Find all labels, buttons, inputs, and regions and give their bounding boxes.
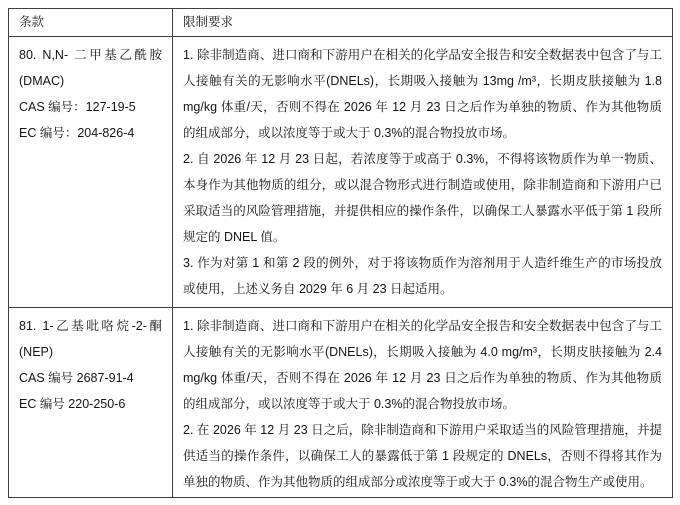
- substance-name-80: 80. N,N- 二甲基乙酰胺: [19, 48, 162, 62]
- requirement-paragraph-1: 1. 除非制造商、进口商和下游用户在相关的化学品安全报告和安全数据表中包含了与工人接触有关的无影响水平(DNELs)，长期吸入接触为 13mg /m³，长期皮肤接触为 1.8 mg/kg 体重/天，否则不得在 2026 年 12 月 23 日之后作为单独的物质、作为其他物质的组成部分，或以浓度等于或大于 0.3%的混合物投放市场。: [183, 48, 662, 140]
- requirement-cell-80: [173, 37, 673, 308]
- ec-number-80: EC 编号：204-826-4: [19, 126, 135, 140]
- header-clause: 条款: [9, 9, 173, 37]
- clause-cell-80: [9, 37, 173, 308]
- clause-cell-81: [9, 308, 173, 498]
- cas-number-80: CAS 编号：127-19-5: [19, 100, 136, 114]
- substance-abbreviation-81: (NEP): [19, 345, 54, 359]
- requirement-paragraph-3: 3. 作为对第 1 和第 2 段的例外，对于将该物质作为溶剂用于人造纤维生产的市场投放或使用，上述义务自 2029 年 6 月 23 日起适用。: [183, 256, 662, 296]
- table-row-entry-80: [9, 37, 673, 308]
- cas-number-81: CAS 编号 2687-91-4: [19, 371, 134, 385]
- table-header-row: [9, 9, 673, 37]
- table-row-entry-81: [9, 308, 673, 498]
- substance-name-81: 81. 1-乙基吡咯烷-2-酮: [19, 319, 162, 333]
- requirement-paragraph-1: 1. 除非制造商、进口商和下游用户在相关的化学品安全报告和安全数据表中包含了与工人接触有关的无影响水平(DNELs)，长期吸入接触为 4.0 mg/m³，长期皮肤接触为 2.4 mg/kg 体重/天，否则不得在 2026 年 12 月 23 日之后作为单独的物质、作为其他物质的组成部分，或以浓度等于或大于 0.3%的混合物投放市场。: [183, 319, 662, 411]
- requirement-paragraph-2: 2. 在 2026 年 12 月 23 日之后，除非制造商和下游用户采取适当的风险管理措施，并提供适当的操作条件，以确保工人的暴露低于第 1 段规定的 DNELs，否则不得将其作为单独的物质、作为其他物质的组成部分或浓度等于或大于 0.3%的混合物生产或使用。: [183, 423, 662, 489]
- substance-abbreviation-80: (DMAC): [19, 74, 65, 88]
- header-requirement: 限制要求: [173, 9, 673, 37]
- requirement-paragraph-2: 2. 自 2026 年 12 月 23 日起，若浓度等于或高于 0.3%，不得将该物质作为单一物质、本身作为其他物质的组分，或以混合物形式进行制造或使用，除非制造商和下游用户已采取适当的风险管理措施，并提供相应的操作条件，以确保工人暴露水平低于第 1 段所规定的 DNEL 值。: [183, 152, 662, 244]
- restriction-table: [8, 8, 673, 498]
- requirement-cell-81: [173, 308, 673, 498]
- ec-number-81: EC 编号 220-250-6: [19, 397, 126, 411]
